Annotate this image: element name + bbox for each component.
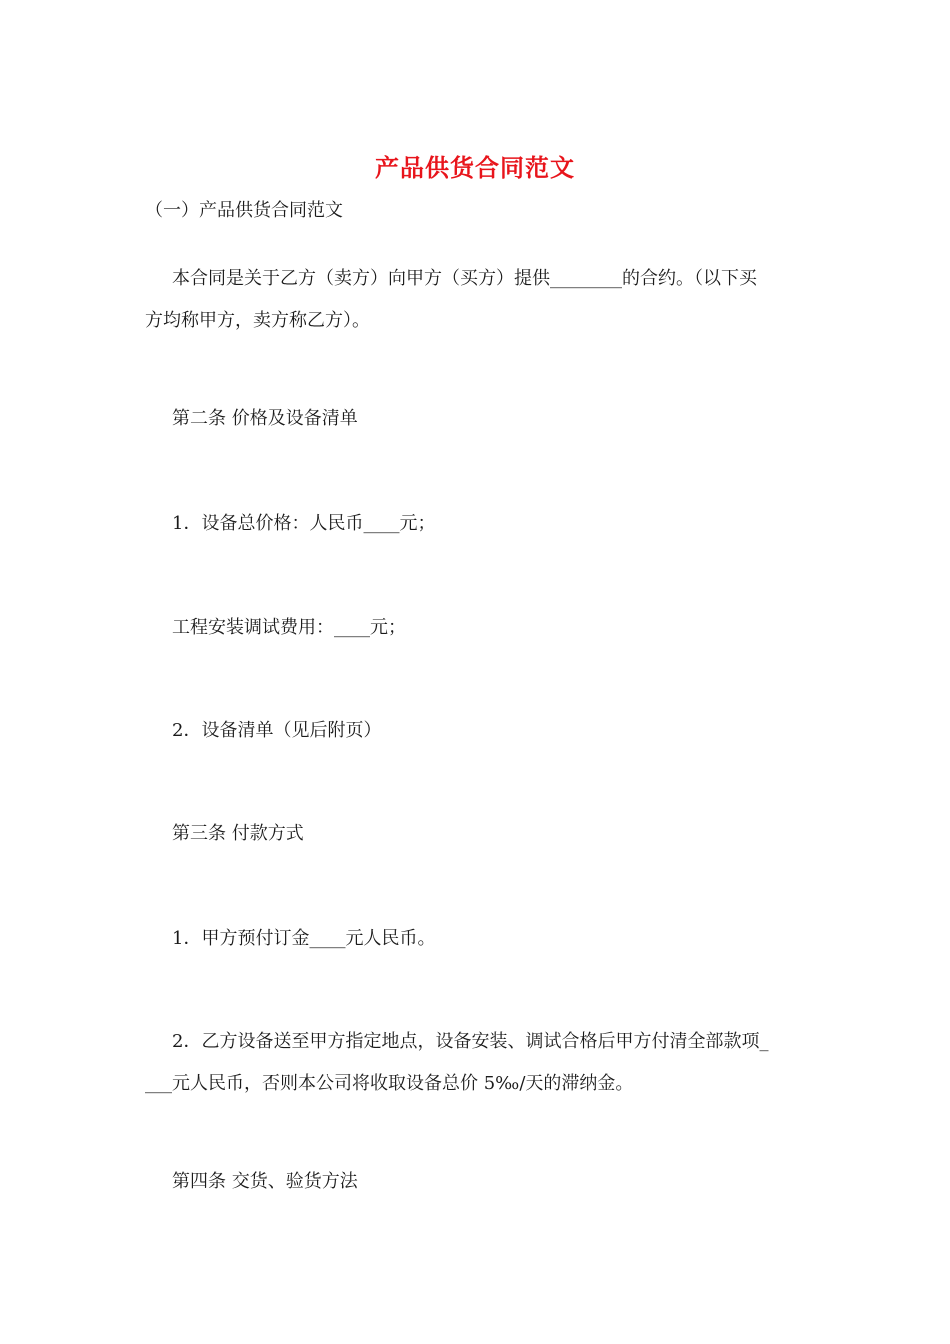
document-title: 产品供货合同范文 (375, 153, 575, 182)
intro-paragraph-line-2: 方均称甲方，卖方称乙方）。 (145, 310, 370, 331)
article-3-item-1: 1．甲方预付订金____元人民币。 (172, 928, 436, 949)
article-3-item-2-line-1: 2．乙方设备送至甲方指定地点，设备安装、调试合格后甲方付清全部款项_ (172, 1031, 769, 1052)
article-3-heading: 第三条 付款方式 (172, 823, 304, 844)
article-3-item-2-line-2: ___元人民币，否则本公司将收取设备总价 5‰/天的滞纳金。 (145, 1073, 634, 1094)
article-2-install-fee: 工程安装调试费用：____元； (172, 617, 406, 638)
document-subtitle: （一）产品供货合同范文 (145, 200, 343, 221)
article-4-heading: 第四条 交货、验货方法 (172, 1171, 358, 1192)
article-2-item-1: 1．设备总价格：人民币____元； (172, 513, 436, 534)
article-2-item-2: 2．设备清单（见后附页） (172, 720, 382, 741)
intro-paragraph-line-1: 本合同是关于乙方（卖方）向甲方（买方）提供________的合约。（以下买 (172, 268, 757, 289)
article-2-heading: 第二条 价格及设备清单 (172, 408, 358, 429)
